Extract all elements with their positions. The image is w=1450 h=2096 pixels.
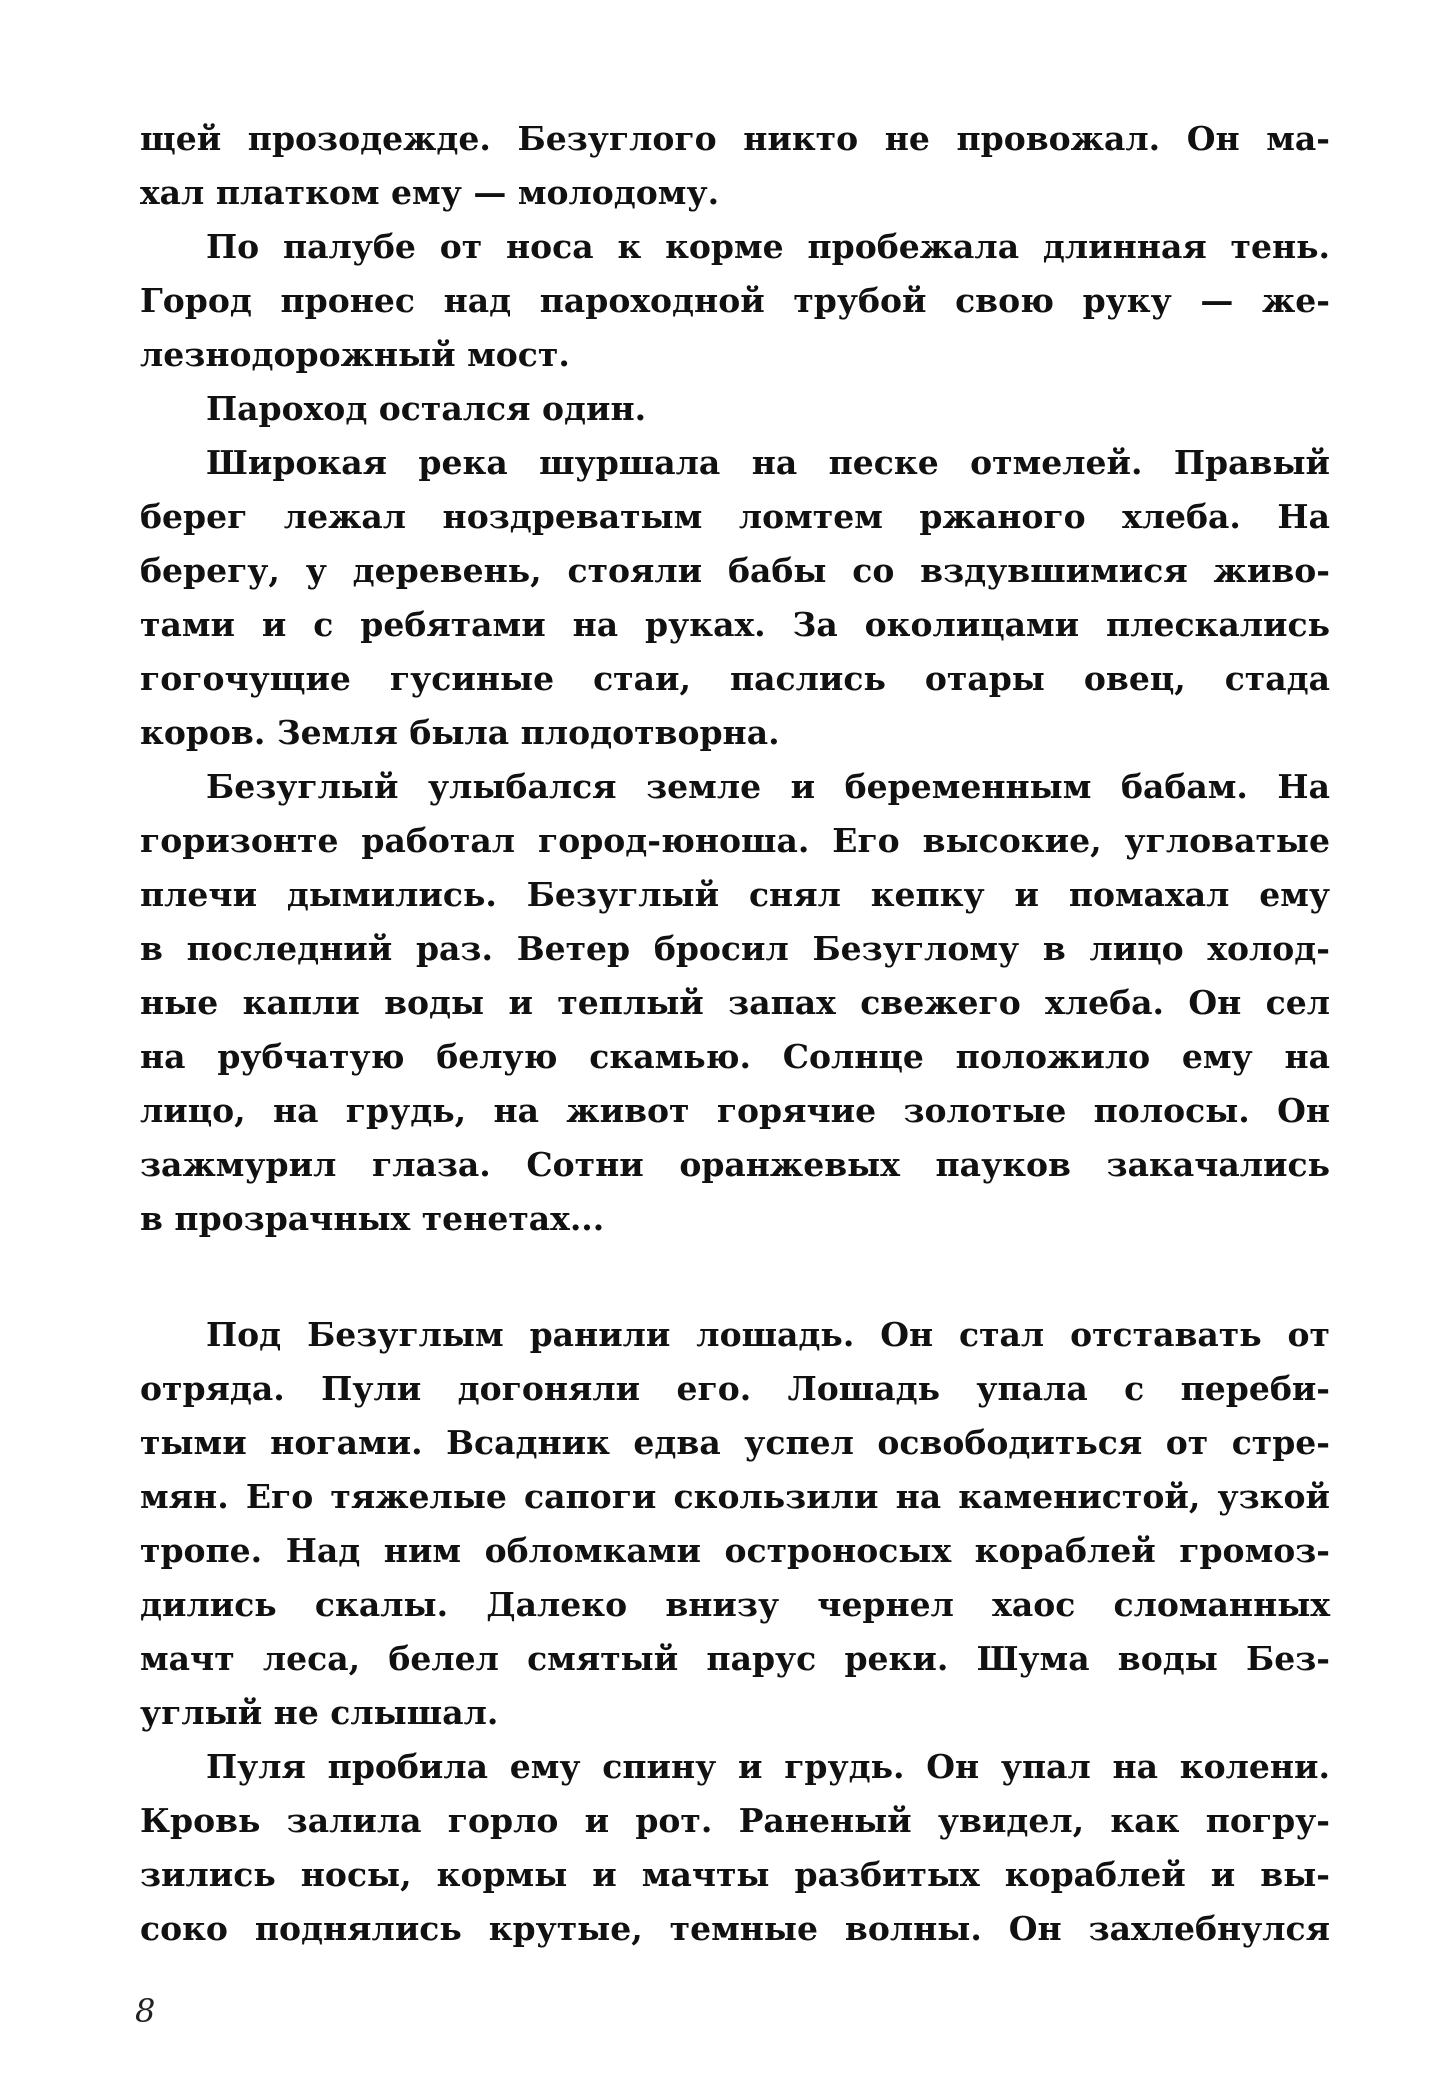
section-break [140,1246,1330,1308]
text-line: мян. Его тяжелые сапоги скользили на каменистой, узкой [140,1477,1330,1516]
text-line: Кровь залила горло и рот. Раненый увидел, как погру- [140,1801,1330,1840]
text-line: Пароход остался один. [206,389,647,428]
text-line: соко поднялись крутые, темные волны. Он захлебнулся [140,1909,1330,1948]
page-text [140,112,1330,1956]
text-line: коров. Земля была плодотворна. [140,713,780,752]
text-line: лезнодорожный мост. [140,335,570,374]
text-line: хал платком ему — молодому. [140,173,720,212]
text-line: берег лежал ноздреватым ломтем ржаного хлеба. На [140,497,1330,536]
text-line: в прозрачных тенетах... [140,1199,605,1238]
text-line: ные капли воды и теплый запах свежего хлеба. Он сел [140,983,1330,1022]
text-line: мачт леса, белел смятый парус реки. Шума воды Без- [140,1639,1330,1678]
text-line: отряда. Пули догоняли его. Лошадь упала с переби- [140,1369,1330,1408]
text-line: гогочущие гусиные стаи, паслись отары овец, стада [140,659,1330,698]
text-line: дились скалы. Далеко внизу чернел хаос сломанных [140,1585,1330,1624]
text-line: углый не слышал. [140,1693,499,1732]
text-line: тропе. Над ним обломками остроносых кораблей громоз- [140,1531,1330,1570]
text-line: лицо, на грудь, на живот горячие золотые полосы. Он [140,1091,1330,1130]
text-line: плечи дымились. Безуглый снял кепку и помахал ему [140,875,1330,914]
text-line: в последний раз. Ветер бросил Безуглому в лицо холод- [140,929,1330,968]
text-line: горизонте работал город-юноша. Его высокие, угловатые [140,821,1330,860]
text-line: зились носы, кормы и мачты разбитых кораблей и вы- [140,1855,1330,1894]
text-line: Широкая река шуршала на песке отмелей. Правый [206,443,1330,482]
text-line: берегу, у деревень, стояли бабы со вздувшимися живо- [140,551,1330,590]
text-line: Пуля пробила ему спину и грудь. Он упал на колени. [206,1747,1330,1786]
text-line: Под Безуглым ранили лошадь. Он стал отставать от [206,1315,1330,1354]
text-line: тами и с ребятами на руках. За околицами плескались [140,605,1330,644]
text-line: Безуглый улыбался земле и беременным бабам. На [206,767,1330,806]
text-line: По палубе от носа к корме пробежала длинная тень. [206,227,1330,266]
text-line: на рубчатую белую скамью. Солнце положило ему на [140,1037,1330,1076]
text-line: щей прозодежде. Безуглого никто не провожал. Он ма- [140,119,1330,158]
text-line: тыми ногами. Всадник едва успел освободиться от стре- [140,1423,1330,1462]
page-number: 8 [135,1992,156,2030]
text-line: зажмурил глаза. Сотни оранжевых пауков закачались [140,1145,1330,1184]
text-line: Город пронес над пароходной трубой свою руку — же- [140,281,1330,320]
